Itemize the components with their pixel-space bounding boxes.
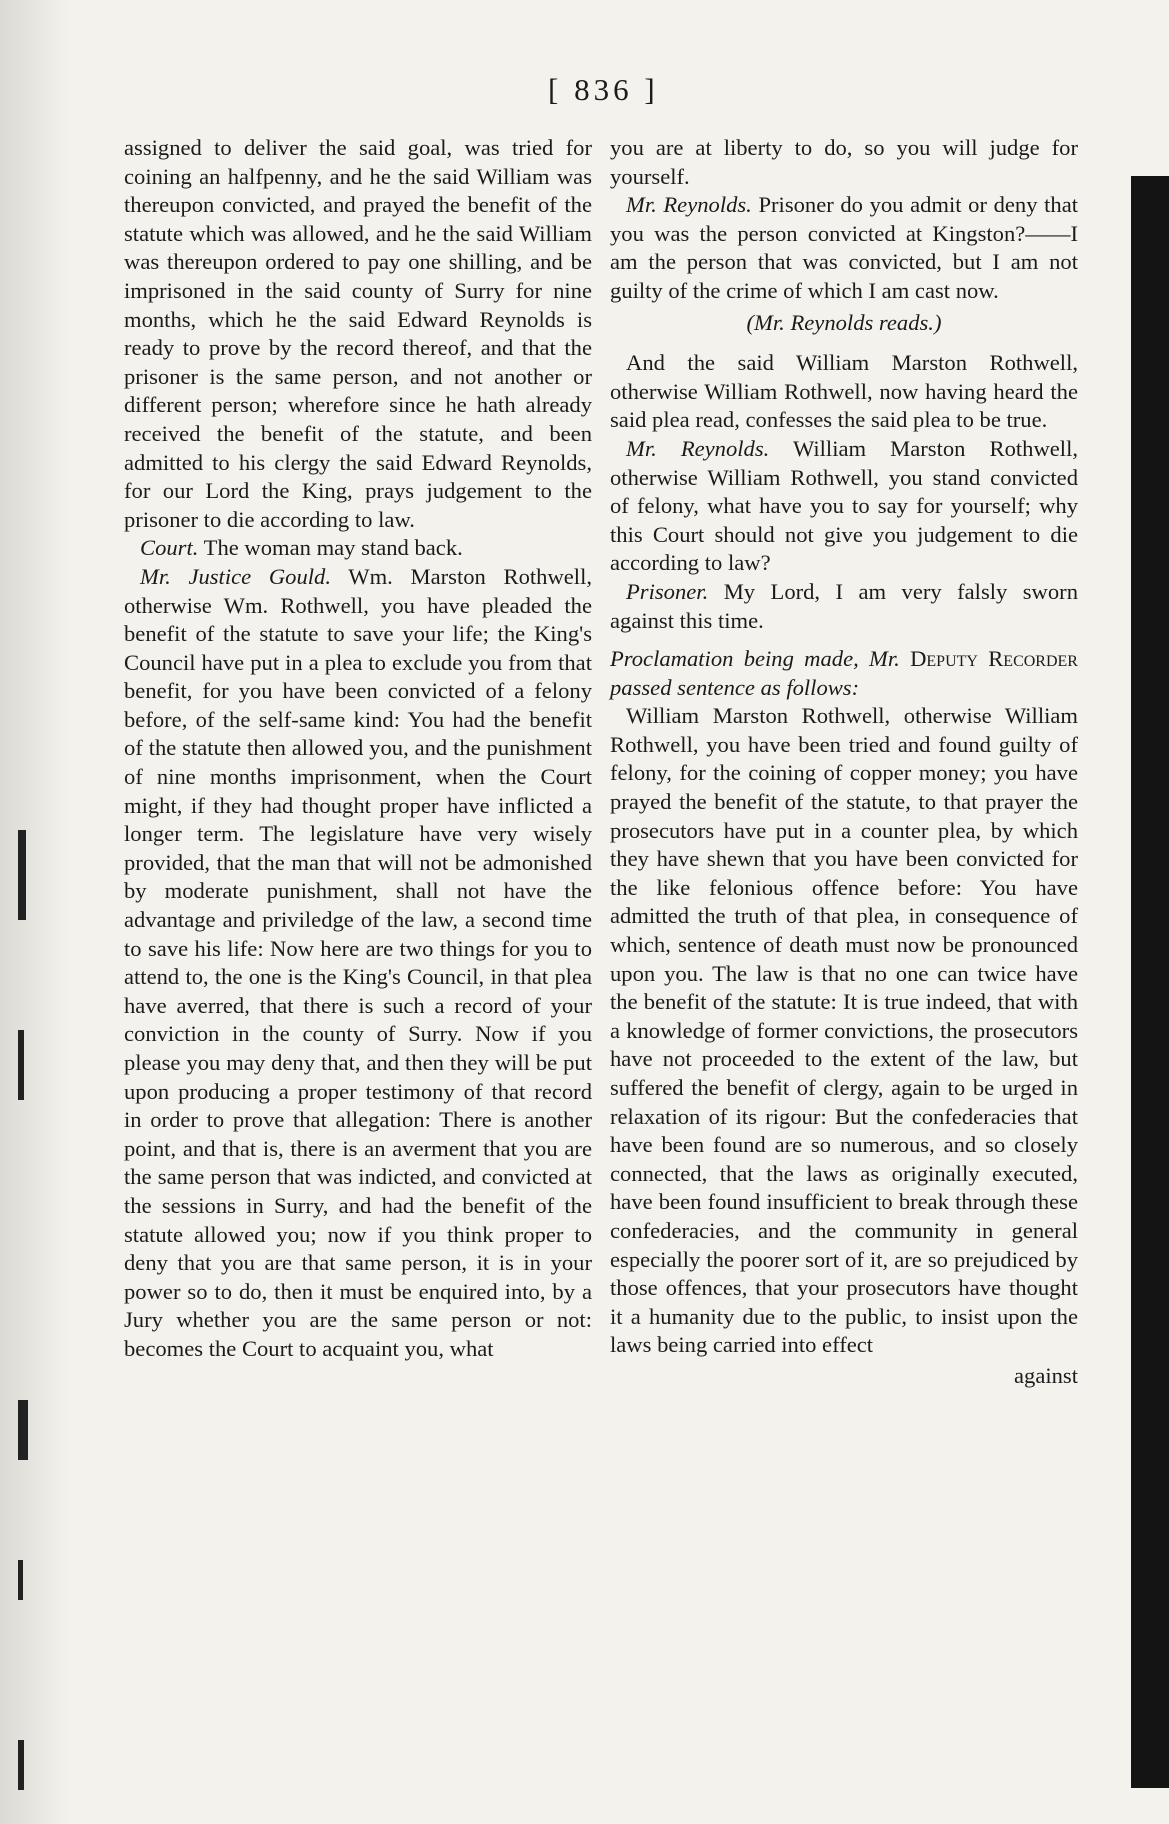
scan-margin-mark: [18, 1560, 23, 1600]
speaker-label: Mr. Reynolds.: [626, 435, 770, 461]
paragraph: [124, 563, 592, 1364]
paragraph-text: you are at liberty to do, so you will judge for yourself.: [610, 135, 1078, 189]
paragraph: [124, 534, 592, 563]
right-column: [610, 134, 1078, 1391]
paragraph-text: And the said William Marston Rothwell, otherwise William Rothwell, now having heard the said plea read, confesses the said plea to be true.: [610, 350, 1078, 433]
paragraph-text: William Marston Rothwell, otherwise William Rothwell, you have been tried and found guilty of felony, for the coining of copper money; you have prayed the benefit of the statute, to that prayer the prosecutors have put in a counter plea, by which they have shewn that you have been convicted for the like felonious offence before: You have admitted the truth of that plea, in consequence of which, sentence of death must now be pronounced upon you. The law is that no one can twice have the benefit of the statute: It is true indeed, that with a knowledge of former convictions, the prosecutors have not proceeded to the extent of the law, but suffered the benefit of clergy, again to be urged in relaxation of its rigour: But the confederacies that have been found are so numerous, and so closely connected, that the laws as originally executed, have been found insufficient to break through these confederacies, and the community in general especially the poorer sort of it, are so prejudiced by those offences, that your prosecutors have thought it a humanity due to the public, to insist upon the laws being carried into effect: [610, 703, 1078, 1358]
paragraph: [124, 134, 592, 534]
proclamation-title: Recorder: [988, 646, 1078, 672]
proclamation-heading: [610, 645, 1078, 702]
scan-margin-mark: [18, 1400, 28, 1460]
paragraph-text: assigned to deliver the said goal, was tried for coining an halfpenny, and he the said William was thereupon convicted, and prayed the benefit of the statute which was allowed, and he the said William was thereupon ordered to pay one shilling, and be imprisoned in the said county of Surry for nine months, which he the said Edward Reynolds is ready to prove by the record thereof, and that the prisoner is the same person, and not another or different person; wherefore since he hath already received the benefit of the statute, and been admitted to his clergy the said Edward Reynolds, for our Lord the King, prays judgement to the prisoner to die according to law.: [124, 135, 592, 532]
speaker-label: Prisoner.: [626, 578, 709, 604]
left-column: [124, 134, 592, 1364]
stage-direction: (Mr. Reynolds reads.): [746, 309, 942, 335]
paragraph: [610, 349, 1078, 435]
page-number: [ 836 ]: [548, 72, 659, 107]
paragraph-text: Prisoner do you admit or deny that you was the person convicted at Kingston?——I am the person that was convicted, but I am not guilty of the crime of which I am cast now.: [610, 192, 1078, 303]
speaker-label: Mr. Justice Gould.: [140, 563, 331, 589]
scan-edge-shadow: [0, 0, 70, 1824]
scan-margin-mark: [18, 1740, 24, 1790]
paragraph: [610, 134, 1078, 191]
proclamation-lead: Proclamation being made, Mr.: [610, 646, 900, 672]
catchword: against: [1014, 1362, 1078, 1388]
paragraph: [610, 578, 1078, 635]
paragraph: [610, 435, 1078, 578]
paragraph-text: William Marston Rothwell, otherwise William Rothwell, you stand convicted of felony, what have you to say for yourself; why this Court should not give you judgement to die according to law?: [610, 435, 1078, 576]
scan-right-edge-bar: [1131, 176, 1169, 1788]
proclamation-tail: passed sentence as follows:: [610, 674, 860, 700]
scan-margin-mark: [18, 1030, 24, 1100]
paragraph: [610, 191, 1078, 305]
paragraph-text: My Lord, I am very falsly sworn against this time.: [610, 578, 1078, 633]
paragraph: [610, 702, 1078, 1360]
scan-margin-mark: [18, 830, 26, 920]
speaker-label: Mr. Reynolds.: [626, 192, 752, 218]
paragraph-text: Wm. Marston Rothwell, otherwise Wm. Rothwell, you have pleaded the benefit of the statute to save your life; the King's Council have put in a plea to exclude you from that benefit, for you have been convicted of a felony before, of the self-same kind: You had the benefit of the statute then allowed you, and the punishment of nine months imprisonment, when the Court might, if they had thought proper have inflicted a longer term. The legislature have very wisely provided, that the man that will not be admonished by moderate punishment, shall not have the advantage and priviledge of the law, a second time to save his life: Now here are two things for you to attend to, the one is the King's Council, in that plea have averred, that there is such a record of your conviction in the county of Surry. Now if you please you may deny that, and then they will be put upon producing a proper testimony of that record in order to prove that allegation: There is another point, and that is, there is an averment that you are the same person that was indicted, and convicted at the sessions in Surry, and had the benefit of the statute allowed you; now if you think proper to deny that you are that same person, it is in your power so to do, then it must be enquired into, by a Jury whether you are the same person or not: becomes the Court to acquaint you, what: [124, 563, 592, 1361]
speaker-label: Court.: [140, 535, 199, 561]
paragraph-text: The woman may stand back.: [203, 535, 463, 561]
proclamation-title: Deputy: [910, 646, 978, 672]
